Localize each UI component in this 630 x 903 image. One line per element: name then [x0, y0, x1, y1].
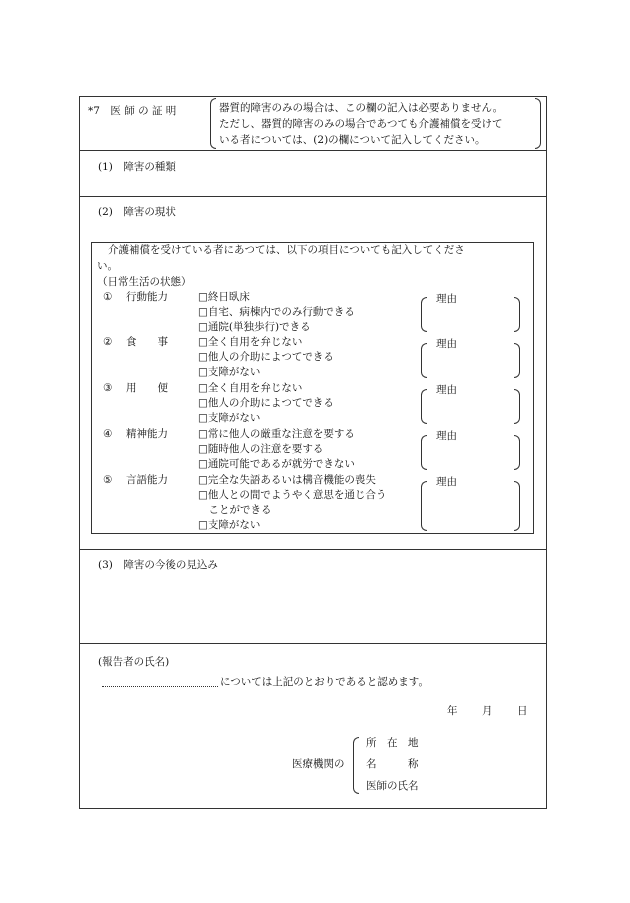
item-number: ⑤	[103, 474, 113, 486]
option-checkbox[interactable]: □完全な失語あるいは構音機能の喪失	[198, 474, 376, 486]
date-month-label: 月	[482, 705, 493, 717]
item-name: 言語能力	[126, 474, 168, 486]
reason-label: 理由	[436, 293, 457, 305]
item-number: ①	[103, 291, 113, 303]
note-bracket-right	[535, 98, 541, 149]
reason-bracket-right	[514, 481, 520, 531]
option-checkbox[interactable]: □通院可能であるが就労できない	[198, 458, 355, 470]
divider-section1	[79, 196, 547, 197]
box-intro-line-1: 介護補償を受けている者にあつては、以下の項目についても記入してくださ	[108, 244, 465, 256]
reason-bracket-right	[514, 297, 520, 332]
doctor-name-label: 医師の氏名	[366, 780, 419, 792]
address-label: 所 在 地	[366, 737, 419, 749]
section-current-condition: (2) 障害の現状	[98, 206, 176, 218]
reason-label: 理由	[436, 338, 457, 350]
date-year-label: 年	[447, 705, 458, 717]
divider-section3	[79, 643, 547, 644]
note-bracket-left	[210, 98, 216, 149]
attestation-statement: については上記のとおりであると認めます。	[220, 676, 429, 688]
item-name: 精神能力	[126, 428, 168, 440]
box-intro-line-2: い。	[97, 260, 118, 272]
option-checkbox[interactable]: □全く自用を弁じない	[198, 382, 303, 394]
option-checkbox[interactable]: □常に他人の厳重な注意を要する	[198, 428, 355, 440]
option-checkbox[interactable]: □他人との間でようやく意思を通じ合う	[198, 489, 387, 501]
option-continuation: ことができる	[198, 504, 272, 516]
option-checkbox[interactable]: □全く自用を弁じない	[198, 336, 303, 348]
reason-label: 理由	[436, 384, 457, 396]
reason-label: 理由	[436, 476, 457, 488]
daily-life-label: （日常生活の状態）	[97, 276, 192, 288]
reason-label: 理由	[436, 430, 457, 442]
institution-bracket	[353, 737, 359, 794]
option-checkbox[interactable]: □随時他人の注意を要する	[198, 443, 324, 455]
option-checkbox[interactable]: □支障がない	[198, 519, 261, 531]
reason-bracket-left	[421, 389, 427, 424]
item-number: ④	[103, 428, 113, 440]
option-checkbox[interactable]: □終日臥床	[198, 291, 250, 303]
divider-header	[79, 150, 547, 151]
divider-section2	[79, 549, 547, 550]
reason-bracket-right	[514, 343, 520, 378]
reporter-name-field[interactable]	[102, 686, 218, 687]
item-name: 行動能力	[126, 291, 168, 303]
item-number: ②	[103, 336, 113, 348]
option-checkbox[interactable]: □支障がない	[198, 412, 261, 424]
institution-name-label: 名 称	[366, 758, 419, 770]
reason-bracket-left	[421, 297, 427, 332]
option-checkbox[interactable]: □通院(単独歩行)できる	[198, 321, 311, 333]
section-prognosis: (3) 障害の今後の見込み	[98, 559, 218, 571]
reason-bracket-left	[421, 343, 427, 378]
date-day-label: 日	[517, 705, 528, 717]
option-checkbox[interactable]: □他人の介助によつてできる	[198, 397, 334, 409]
option-checkbox[interactable]: □他人の介助によつてできる	[198, 351, 334, 363]
certificate-heading: *7 医 師 の 証 明	[88, 105, 177, 117]
note-line-3: いる者については、(2)の欄について記入してください。	[219, 134, 486, 146]
reason-bracket-left	[421, 481, 427, 531]
reason-bracket-right	[514, 435, 520, 470]
reason-bracket-left	[421, 435, 427, 470]
option-checkbox[interactable]: □支障がない	[198, 366, 261, 378]
item-number: ③	[103, 382, 113, 394]
reason-bracket-right	[514, 389, 520, 424]
institution-label: 医療機関の	[292, 758, 345, 770]
reporter-name-label: (報告者の氏名)	[98, 656, 170, 668]
note-line-1: 器質的障害のみの場合は、この欄の記入は必要ありません。	[219, 102, 504, 114]
item-name: 食 事	[126, 336, 168, 348]
section-disability-type: (1) 障害の種類	[98, 161, 176, 173]
note-line-2: ただし、器質的障害のみの場合であつても介護補償を受けて	[219, 118, 503, 130]
item-name: 用 便	[126, 382, 168, 394]
option-checkbox[interactable]: □自宅、病棟内でのみ行動できる	[198, 306, 355, 318]
